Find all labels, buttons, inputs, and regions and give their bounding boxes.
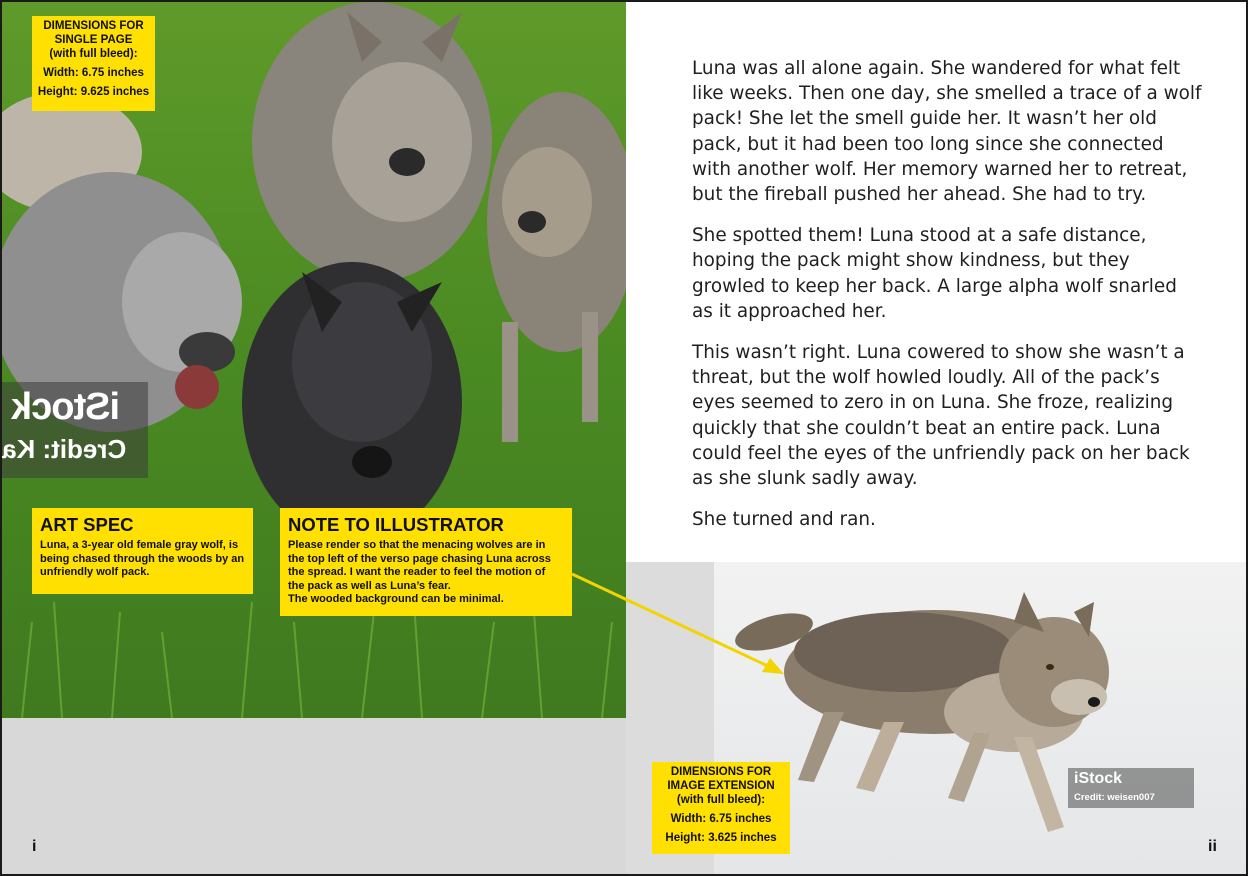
verso-page	[2, 2, 626, 876]
dimensions-height: Height: 9.625 inches	[37, 86, 150, 98]
istock-watermark-right	[1068, 768, 1194, 808]
extension-subtitle: (with full bleed):	[676, 794, 766, 806]
extension-height: Height: 3.625 inches	[665, 832, 777, 844]
page-number-left: i	[32, 838, 37, 855]
art-spec-title: ART SPEC	[40, 514, 134, 535]
watermark-brand: iStock	[12, 386, 121, 428]
running-wolf-photo	[714, 562, 1248, 876]
story-paragraph-1: Luna was all alone again. She wandered for what felt like weeks. Then one day, she smelled a trace of a wolf pack! She let the smell guide her. It wasn’t her old pack, but it had been too long since she connected with another wolf. Her memory warned her to retreat, but the fireball pushed her ahead. She had to try.	[692, 58, 1202, 206]
note-title: NOTE TO ILLUSTRATOR	[288, 514, 504, 535]
page-number-right: ii	[1208, 838, 1217, 855]
extension-width: Width: 6.75 inches	[670, 813, 772, 825]
note-to-illustrator-box	[280, 508, 572, 616]
watermark-credit: Credit: weisen007	[1074, 792, 1155, 803]
story-paragraph-3: This wasn’t right. Luna cowered to show she wasn’t a threat, but the wolf howled loudly. All of the pack’s eyes seemed to zero in on Luna. She froze, realizing quickly that she couldn’t beat an entire pack. Luna could feel the eyes of the unfriendly pack on her back as she slunk sadly away.	[692, 342, 1190, 490]
note-text-2: The wooded background can be minimal.	[288, 593, 504, 605]
dimensions-extension-label	[652, 762, 790, 854]
istock-watermark-left	[2, 382, 148, 478]
story-paragraph-4: She turned and ran.	[692, 509, 876, 531]
art-spec-text: Luna, a 3-year old female gray wolf, is being chased through the woods by an unfriendly wolf pack.	[40, 539, 245, 578]
extension-title-line1: DIMENSIONS FOR	[670, 766, 772, 778]
story-text	[692, 56, 1202, 548]
dimensions-subtitle: (with full bleed):	[49, 48, 138, 60]
watermark-credit: Credit: Ka	[2, 434, 127, 464]
dimensions-width: Width: 6.75 inches	[43, 67, 144, 79]
dimensions-single-page-label	[32, 16, 155, 111]
art-spec-box	[32, 508, 253, 594]
note-text: Please render so that the menacing wolves are in the top left of the verso page chasing Luna across the spread. I want the reader to feel the motion of the pack as well as Luna’s fear.	[288, 539, 551, 592]
extension-title-line2: IMAGE EXTENSION	[667, 780, 775, 792]
dimensions-title: DIMENSIONS FOR SINGLE PAGE	[43, 20, 144, 46]
watermark-brand: iStock	[1074, 770, 1123, 787]
story-paragraph-2: She spotted them! Luna stood at a safe distance, hoping the pack might show kindness, but they growled to keep her back. A large alpha wolf snarled as it approached her.	[692, 225, 1177, 322]
